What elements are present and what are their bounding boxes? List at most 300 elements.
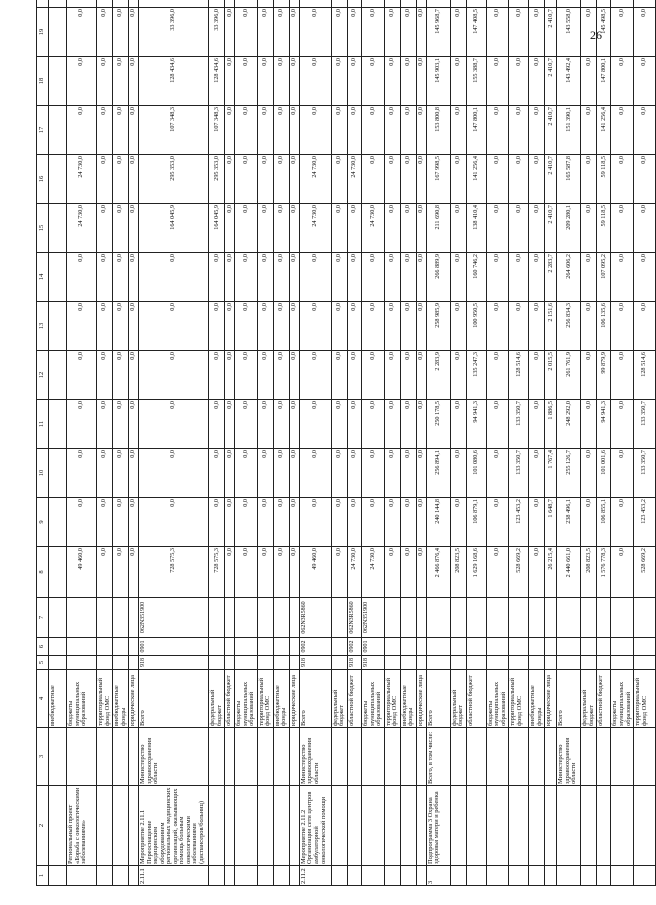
row-value-8: 0,0 [129,547,139,598]
row-value-15: 2 410,7 [545,204,557,253]
row-value-18: 0,0 [581,57,597,106]
row-value-9: 0,0 [209,498,225,547]
row-executor [113,728,129,786]
row-value-11: 0,0 [400,400,416,449]
row-value-16: 0,0 [225,155,235,204]
row-value-19: 0,0 [634,8,656,57]
row-value-15: 0,0 [347,204,361,253]
row-value-17: 0,0 [331,106,347,155]
row-value-15: 0,0 [509,204,529,253]
row-value-15: 24 730,0 [67,204,97,253]
row-value-14: 0,0 [225,253,235,302]
row-value-20 [209,0,225,8]
table-row [416,0,426,886]
row-value-18: 2 410,7 [545,57,557,106]
row-source: Всего [299,670,331,728]
row-value-10: 0,0 [113,449,129,498]
row-executor [581,728,597,786]
row-value-8: 728 575,3 [139,547,209,598]
row-grbs [235,656,258,670]
row-value-16: 24 730,0 [67,155,97,204]
row-value-12: 0,0 [486,351,509,400]
row-csr [597,598,611,638]
row-value-8: 0,0 [529,547,545,598]
column-number-2: 2 [37,786,49,866]
row-value-13: 0,0 [257,302,273,351]
row-value-9: 0,0 [529,498,545,547]
row-value-12: 0,0 [529,351,545,400]
row-value-17: 0,0 [225,106,235,155]
row-executor [466,728,486,786]
row-value-20 [67,0,97,8]
row-value-8: 1 629 168,6 [466,547,486,598]
row-value-15: 0,0 [529,204,545,253]
row-value-16: 0,0 [289,155,299,204]
row-executor [209,728,225,786]
row-value-16: 0,0 [384,155,400,204]
row-value-16: 0,0 [361,155,384,204]
row-value-18: 128 434,6 [139,57,209,106]
row-value-16: 0,0 [611,155,634,204]
row-grbs [529,656,545,670]
row-rzpr: 0902 [299,638,331,656]
row-value-17: 0,0 [611,106,634,155]
row-value-10: 256 894,1 [426,449,450,498]
row-number [225,866,235,886]
row-value-15: 0,0 [611,204,634,253]
row-source: внебюджетные фонды [113,670,129,728]
row-rzpr [67,638,97,656]
row-grbs: 918 [347,656,361,670]
row-value-18: 128 434,6 [209,57,225,106]
row-rzpr [49,638,67,656]
row-value-17: 0,0 [273,106,289,155]
row-title [384,786,400,866]
row-source: юридические лица [416,670,426,728]
row-value-16: 0,0 [634,155,656,204]
row-value-14: 266 889,9 [426,253,450,302]
column-number-10: 10 [37,449,49,498]
row-value-17: 0,0 [361,106,384,155]
row-csr [289,598,299,638]
row-value-10: 0,0 [416,449,426,498]
row-value-16: 2 410,7 [545,155,557,204]
row-value-10: 101 080,6 [466,449,486,498]
row-number [129,866,139,886]
row-value-13: 0,0 [299,302,331,351]
row-value-11: 0,0 [486,400,509,449]
row-value-8: 0,0 [273,547,289,598]
table-row [67,0,97,886]
row-source: федеральный бюджет [209,670,225,728]
row-title [97,786,113,866]
row-source: внебюджетные [49,670,67,728]
row-rzpr [257,638,273,656]
row-title [597,786,611,866]
row-value-13: 0,0 [529,302,545,351]
row-source: бюджеты муниципальных образований [361,670,384,728]
row-number [273,866,289,886]
row-value-20 [273,0,289,8]
row-value-14: 0,0 [384,253,400,302]
row-value-9: 0,0 [289,498,299,547]
row-csr [611,598,634,638]
row-value-13: 0,0 [139,302,209,351]
row-value-8: 0,0 [235,547,258,598]
row-title: Подпрограмма 3 Охрана здоровья матери и ребенка [426,786,450,866]
row-value-19: 0,0 [67,8,97,57]
row-executor [597,728,611,786]
row-value-20 [129,0,139,8]
row-value-13: 0,0 [67,302,97,351]
row-csr [466,598,486,638]
column-number-19: 19 [37,8,49,57]
row-value-18 [49,57,67,106]
row-number [450,866,466,886]
row-value-9: 240 144,8 [426,498,450,547]
row-value-15: 138 410,4 [466,204,486,253]
table-row [597,0,611,886]
row-executor [67,728,97,786]
row-value-15: 0,0 [416,204,426,253]
row-executor [129,728,139,786]
row-value-15: 0,0 [225,204,235,253]
row-value-17: 151 390,1 [557,106,581,155]
row-value-9: 0,0 [97,498,113,547]
row-number [49,866,67,886]
row-csr [49,598,67,638]
row-value-12: 261 761,9 [557,351,581,400]
row-value-9: 0,0 [235,498,258,547]
row-value-11: 0,0 [581,400,597,449]
row-title [545,786,557,866]
row-value-8: 0,0 [225,547,235,598]
row-value-11: 0,0 [299,400,331,449]
row-value-14: 264 606,2 [557,253,581,302]
row-grbs [97,656,113,670]
row-value-12: 0,0 [113,351,129,400]
row-value-13: 0,0 [225,302,235,351]
row-value-15: 0,0 [450,204,466,253]
row-value-18: 0,0 [129,57,139,106]
row-value-20 [597,0,611,8]
row-rzpr [466,638,486,656]
row-value-12: 0,0 [347,351,361,400]
row-value-16: 0,0 [97,155,113,204]
row-value-15: 0,0 [384,204,400,253]
table-row [400,0,416,886]
row-value-11: 250 178,5 [426,400,450,449]
row-value-20 [97,0,113,8]
row-value-8: 24 730,0 [347,547,361,598]
row-executor [416,728,426,786]
row-value-14: 0,0 [139,253,209,302]
row-value-19: 0,0 [581,8,597,57]
row-executor [347,728,361,786]
row-csr [97,598,113,638]
row-value-8: 49 460,0 [67,547,97,598]
row-csr [235,598,258,638]
row-value-9: 106 855,1 [597,498,611,547]
row-value-14: 0,0 [529,253,545,302]
row-value-19: 0,0 [416,8,426,57]
row-rzpr [129,638,139,656]
row-value-11: 0,0 [257,400,273,449]
row-value-11 [49,400,67,449]
row-value-12: 0,0 [289,351,299,400]
row-value-10: 0,0 [97,449,113,498]
row-value-19: 0,0 [235,8,258,57]
row-number [400,866,416,886]
row-number [331,866,347,886]
table-row [529,0,545,886]
row-executor [509,728,529,786]
column-number-5: 5 [37,656,49,670]
row-value-16: 165 587,8 [557,155,581,204]
row-rzpr [225,638,235,656]
row-value-13 [49,302,67,351]
row-value-18: 0,0 [113,57,129,106]
row-value-11: 0,0 [273,400,289,449]
column-number-17: 17 [37,106,49,155]
row-value-12: 0,0 [67,351,97,400]
row-value-20 [426,0,450,8]
row-grbs [426,656,450,670]
row-value-14: 0,0 [509,253,529,302]
row-source: территориальный фонд ОМС [257,670,273,728]
row-value-17: 0,0 [299,106,331,155]
row-csr: 062N3R5860 [299,598,331,638]
row-value-19: 0,0 [611,8,634,57]
row-value-15: 0,0 [289,204,299,253]
row-csr [400,598,416,638]
row-csr [634,598,656,638]
row-value-15: 24 730,0 [361,204,384,253]
row-value-9: 0,0 [273,498,289,547]
row-grbs [486,656,509,670]
row-number [97,866,113,886]
row-value-10: 0,0 [486,449,509,498]
row-grbs [450,656,466,670]
column-number-1: 1 [37,866,49,886]
table-row [384,0,400,886]
row-csr [545,598,557,638]
row-value-14: 160 746,2 [466,253,486,302]
row-executor [611,728,634,786]
row-csr [426,598,450,638]
row-source: бюджеты муниципальных образований [67,670,97,728]
row-value-14 [49,253,67,302]
row-value-20 [299,0,331,8]
row-value-19: 0,0 [450,8,466,57]
row-value-11: 0,0 [529,400,545,449]
row-source: областной бюджет [597,670,611,728]
column-number-16: 16 [37,155,49,204]
row-value-9: 238 496,1 [557,498,581,547]
row-value-19: 0,0 [384,8,400,57]
row-grbs [581,656,597,670]
row-value-14: 0,0 [209,253,225,302]
row-title [113,786,129,866]
row-value-8: 208 823,5 [581,547,597,598]
row-rzpr [426,638,450,656]
row-number [209,866,225,886]
row-value-13: 256 834,3 [557,302,581,351]
row-executor: Министерство здравоохранения области [299,728,331,786]
row-value-14: 0,0 [361,253,384,302]
row-executor [486,728,509,786]
row-value-13: 0,0 [581,302,597,351]
row-value-8: 0,0 [611,547,634,598]
row-value-20 [545,0,557,8]
column-number-8: 8 [37,547,49,598]
row-value-9: 0,0 [486,498,509,547]
row-value-11: 1 886,5 [545,400,557,449]
row-number [611,866,634,886]
row-value-10: 0,0 [450,449,466,498]
row-value-9: 0,0 [581,498,597,547]
row-value-10: 133 350,7 [634,449,656,498]
row-number [545,866,557,886]
table-body [37,0,656,886]
column-number-4: 4 [37,670,49,728]
row-value-9: 106 879,1 [466,498,486,547]
row-value-8: 0,0 [289,547,299,598]
row-value-12: 0,0 [611,351,634,400]
row-value-18: 0,0 [611,57,634,106]
row-title [400,786,416,866]
row-value-9: 0,0 [299,498,331,547]
row-value-19: 0,0 [97,8,113,57]
row-value-17: 0,0 [486,106,509,155]
row-value-13: 0,0 [400,302,416,351]
row-value-17: 2 410,7 [545,106,557,155]
row-value-14: 0,0 [299,253,331,302]
column-number-13: 13 [37,302,49,351]
row-value-11: 0,0 [209,400,225,449]
row-value-20 [529,0,545,8]
row-value-12: 128 514,6 [509,351,529,400]
row-source: областной бюджет [225,670,235,728]
row-value-14: 0,0 [97,253,113,302]
row-value-9: 0,0 [416,498,426,547]
row-value-8: 24 730,0 [361,547,384,598]
row-executor: Министерство здравоохранения области [557,728,581,786]
row-value-19: 0,0 [257,8,273,57]
row-source: территориальный фонд ОМС [634,670,656,728]
row-value-10: 0,0 [331,449,347,498]
row-value-9: 123 453,2 [634,498,656,547]
row-value-8: 0,0 [400,547,416,598]
row-value-19: 0,0 [113,8,129,57]
row-csr [113,598,129,638]
row-value-18: 147 800,1 [597,57,611,106]
row-value-16: 295 353,0 [209,155,225,204]
row-rzpr [97,638,113,656]
row-value-10: 0,0 [361,449,384,498]
row-value-16: 0,0 [450,155,466,204]
row-executor [529,728,545,786]
row-value-15: 164 045,9 [139,204,209,253]
row-value-15: 209 280,1 [557,204,581,253]
row-value-14: 0,0 [129,253,139,302]
row-value-15: 0,0 [634,204,656,253]
row-value-12: 128 514,6 [634,351,656,400]
row-value-10: 1 767,4 [545,449,557,498]
row-value-16: 0,0 [509,155,529,204]
row-csr [384,598,400,638]
row-value-14: 107 095,2 [597,253,611,302]
row-value-17: 0,0 [97,106,113,155]
row-value-16: 0,0 [529,155,545,204]
row-source: федеральный бюджет [450,670,466,728]
row-value-20 [384,0,400,8]
row-value-11: 133 350,7 [634,400,656,449]
row-value-20 [289,0,299,8]
row-source: бюджеты муниципальных образований [235,670,258,728]
row-title [209,786,225,866]
row-source: областной бюджет [347,670,361,728]
row-rzpr [509,638,529,656]
row-grbs [209,656,225,670]
column-number-7: 7 [37,598,49,638]
row-rzpr [581,638,597,656]
row-executor [331,728,347,786]
row-value-9: 0,0 [139,498,209,547]
row-value-15: 164 045,9 [209,204,225,253]
row-title [129,786,139,866]
table-row [450,0,466,886]
row-value-15: 0,0 [113,204,129,253]
row-title [466,786,486,866]
row-value-10: 0,0 [400,449,416,498]
row-value-8: 0,0 [486,547,509,598]
row-value-14: 0,0 [67,253,97,302]
row-value-19: 0,0 [331,8,347,57]
row-csr [67,598,97,638]
row-csr: 062N3R5860 [347,598,361,638]
row-grbs [225,656,235,670]
row-title [509,786,529,866]
row-value-9: 0,0 [384,498,400,547]
row-csr: 062N351900 [139,598,209,638]
row-value-18: 0,0 [347,57,361,106]
row-value-11: 0,0 [384,400,400,449]
row-number [557,866,581,886]
column-number-14: 14 [37,253,49,302]
row-value-18: 143 492,4 [557,57,581,106]
row-value-13: 0,0 [209,302,225,351]
row-number [416,866,426,886]
row-source: юридические лица [129,670,139,728]
row-title: Мероприятие 2.11.2 Организация сети центров амбулаторной онкологической помощи [299,786,331,866]
row-value-16: 141 256,4 [466,155,486,204]
row-value-9: 0,0 [611,498,634,547]
row-value-10: 0,0 [611,449,634,498]
row-source: Всего [426,670,450,728]
row-value-10 [49,449,67,498]
row-rzpr [611,638,634,656]
row-source: территориальный фонд ОМС [384,670,400,728]
row-value-13: 258 985,9 [426,302,450,351]
budget-table-sheet [36,9,648,886]
row-value-20 [466,0,486,8]
row-executor [450,728,466,786]
row-grbs [634,656,656,670]
row-value-12: 0,0 [299,351,331,400]
row-value-15: 0,0 [273,204,289,253]
row-value-19: 143 558,0 [557,8,581,57]
